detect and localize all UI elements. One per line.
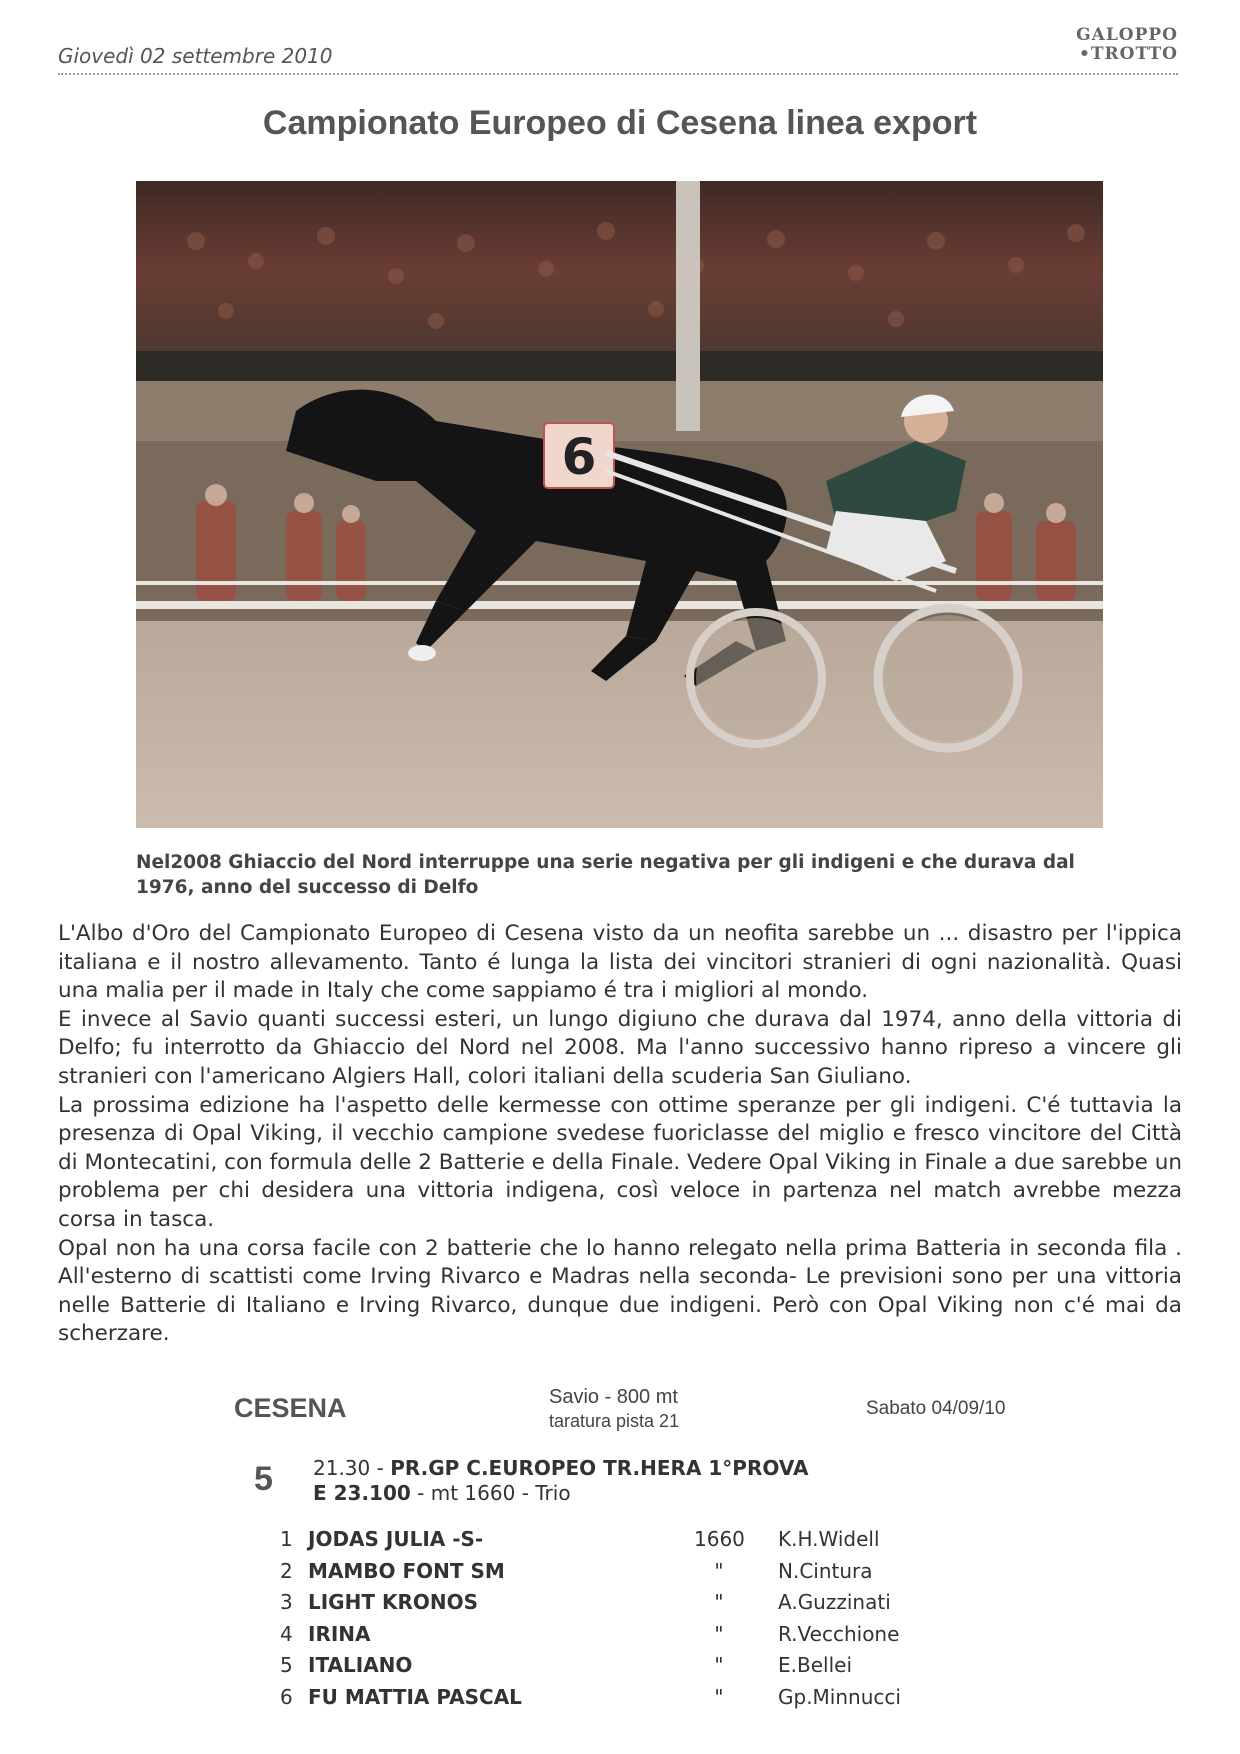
race-photo xyxy=(136,181,1103,828)
runner-distance: " xyxy=(714,1590,724,1614)
runner-row xyxy=(0,1685,1240,1717)
runner-name: FU MATTIA PASCAL xyxy=(308,1684,522,1709)
race-title-line: 21.30 - PR.GP C.EUROPEO TR.HERA 1°PROVA xyxy=(313,1456,809,1480)
runner-number: 4 xyxy=(280,1621,293,1646)
runner-name: ITALIANO xyxy=(308,1653,413,1677)
runner-driver: R.Vecchione xyxy=(778,1621,900,1646)
runner-row xyxy=(0,1559,1240,1591)
article-title: Campionato Europeo di Cesena linea export xyxy=(262,104,978,142)
article-paragraph: E invece al Savio quanti successi esteri, un lungo digiuno che durava dal 1974, anno della vittoria di Delfo; fu interrotto da Ghiaccio del Nord nel 2008. Ma l'anno successivo hanno ripreso a vincere gli stranieri con l'americano Algiers Hall, colori italiani della scuderia San Giuliano. xyxy=(58,1006,1182,1089)
runner-driver: K.H.Widell xyxy=(778,1527,880,1551)
logo-line-1: GALOPPO xyxy=(1076,25,1178,45)
article-body xyxy=(58,920,1182,1349)
runner-driver: Gp.Minnucci xyxy=(778,1684,901,1709)
race-place: CESENA xyxy=(234,1393,347,1423)
race-venue xyxy=(549,1385,679,1433)
article-paragraph: Opal non ha una corsa facile con 2 batterie che lo hanno relegato nella prima Batteria in seconda fila . All'esterno di scattisti come Irving Rivarco e Madras nella seconda- Le previsioni sono per una vittoria nelle Batterie di Italiano e Irving Rivarco, dunque due indigeni. Però con Opal Viking non c'é mai da scherzare. xyxy=(58,1235,1182,1347)
race-details-line: E 23.100 - mt 1660 - Trio xyxy=(313,1481,571,1505)
logo-line-2: •TROTTO xyxy=(1079,44,1178,64)
runner-distance: " xyxy=(714,1653,724,1677)
runner-distance: " xyxy=(714,1684,724,1709)
runner-name: LIGHT KRONOS xyxy=(308,1590,478,1614)
runner-name: JODAS JULIA -S- xyxy=(308,1527,484,1551)
race-name: PR.GP C.EUROPEO TR.HERA 1°PROVA xyxy=(390,1456,809,1480)
runner-driver: N.Cintura xyxy=(778,1558,873,1583)
venue-track: Savio - 800 mt xyxy=(549,1386,678,1408)
runner-row xyxy=(0,1527,1240,1559)
runner-driver: A.Guzzinati xyxy=(778,1590,891,1614)
header-divider xyxy=(58,73,1178,75)
runner-row xyxy=(0,1622,1240,1654)
runners-list xyxy=(0,1527,1240,1716)
runner-row xyxy=(0,1653,1240,1685)
race-date: Sabato 04/09/10 xyxy=(866,1398,1006,1419)
runner-number: 1 xyxy=(280,1527,293,1551)
article-paragraph: La prossima edizione ha l'aspetto delle kermesse con ottime speranze per gli indigeni. C'é tuttavia la presenza di Opal Viking, il vecchio campione svedese fuoriclasse del miglio e fresco vincitore del Città di Montecatini, con formula delle 2 Batterie e della Finale. Vedere Opal Viking in Finale a due sarebbe un problema per chi desidera una vittoria indigena, così veloce in partenza nel match avrebbe mezza corsa in tasca. xyxy=(58,1092,1182,1232)
race-number: 5 xyxy=(254,1460,273,1498)
runner-driver: E.Bellei xyxy=(778,1653,852,1677)
runner-number: 5 xyxy=(280,1653,293,1677)
race-details: mt 1660 - Trio xyxy=(430,1481,571,1505)
runner-number: 6 xyxy=(280,1684,293,1709)
runner-distance: " xyxy=(714,1621,724,1646)
photo-caption: Nel2008 Ghiaccio del Nord interruppe una serie negativa per gli indigeni e che durava dal 1976, anno del successo di Delfo xyxy=(136,852,1075,898)
runner-name: IRINA xyxy=(308,1621,371,1646)
issue-date: Giovedì 02 settembre 2010 xyxy=(58,44,333,68)
bib-number: 6 xyxy=(561,428,597,486)
runner-number: 3 xyxy=(280,1590,293,1614)
runner-row xyxy=(0,1590,1240,1622)
runner-distance: 1660 xyxy=(694,1527,745,1551)
article-paragraph: L'Albo d'Oro del Campionato Europeo di Cesena visto da un neofita sarebbe un ... disastro per l'ippica italiana e il nostro allevamento. Tanto é lunga la lista dei vincitori stranieri di ogni nazionalità. Quasi una malia per il made in Italy che come sappiamo é tra i migliori al mondo. xyxy=(58,921,1182,1004)
runner-number: 2 xyxy=(280,1558,293,1583)
runner-name: MAMBO FONT SM xyxy=(308,1558,505,1583)
race-prize: E 23.100 xyxy=(313,1481,411,1505)
publication-logo xyxy=(1076,26,1178,64)
runner-distance: " xyxy=(714,1558,724,1583)
venue-calibration: taratura pista 21 xyxy=(549,1411,680,1431)
race-time: 21.30 xyxy=(313,1456,371,1480)
